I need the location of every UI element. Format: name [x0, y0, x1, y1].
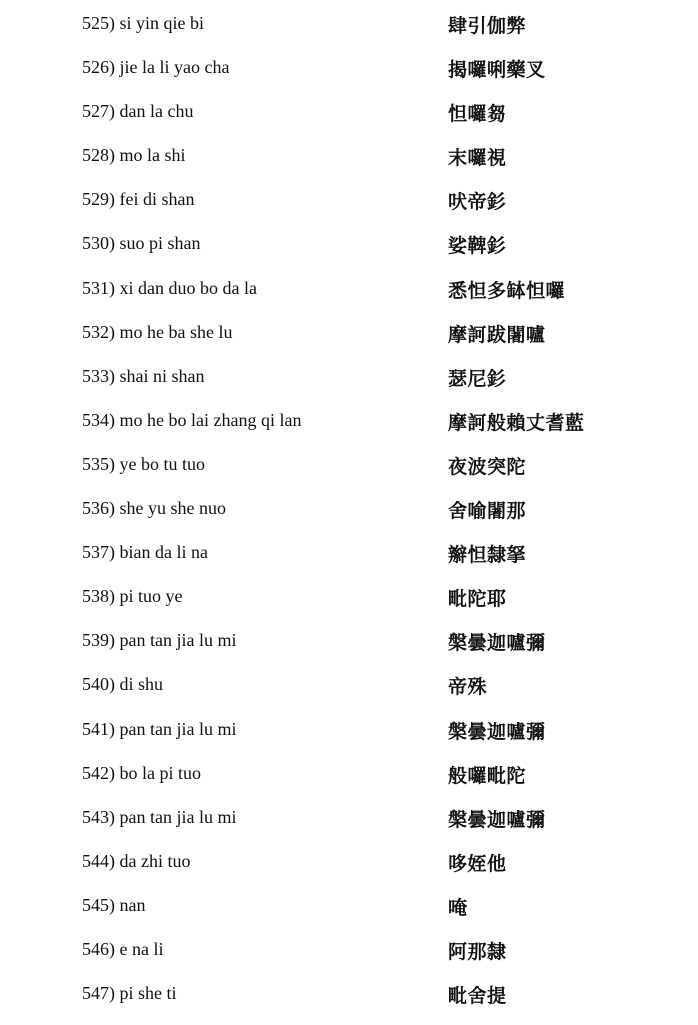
mantra-line [0, 761, 698, 805]
romanized-text: 531) xi dan duo bo da la [82, 277, 257, 298]
mantra-line [0, 408, 698, 452]
chinese-text: 娑鞞釤 [448, 235, 507, 258]
romanized-text: 538) pi tuo ye [82, 586, 183, 607]
chinese-text: 吠帝釤 [448, 191, 507, 214]
romanized-text: 543) pan tan jia lu mi [82, 806, 237, 827]
romanized-text: 526) jie la li yao cha [82, 57, 230, 78]
mantra-line [0, 99, 698, 143]
romanized-text: 532) mo he ba she lu [82, 321, 233, 342]
romanized-text: 534) mo he bo lai zhang qi lan [82, 409, 302, 430]
mantra-line [0, 628, 698, 672]
mantra-line [0, 981, 698, 1025]
chinese-text: 般囉毗陀 [448, 764, 527, 787]
chinese-text: 唵 [448, 896, 468, 919]
mantra-line [0, 187, 698, 231]
romanized-text: 530) suo pi shan [82, 233, 201, 254]
romanized-text: 535) ye bo tu tuo [82, 453, 205, 474]
chinese-text: 毗舍提 [448, 985, 507, 1008]
chinese-text: 揭囉唎藥叉 [448, 59, 546, 82]
romanized-text: 525) si yin qie bi [82, 13, 204, 33]
chinese-text: 怛囉芻 [448, 103, 507, 126]
mantra-line [0, 849, 698, 893]
mantra-line [0, 937, 698, 981]
chinese-text: 肆引伽弊 [448, 15, 527, 37]
romanized-text: 539) pan tan jia lu mi [82, 630, 237, 651]
romanized-text: 529) fei di shan [82, 189, 195, 210]
mantra-line [0, 540, 698, 584]
mantra-line [0, 584, 698, 628]
mantra-line [0, 320, 698, 364]
romanized-text: 533) shai ni shan [82, 365, 205, 386]
mantra-line [0, 364, 698, 408]
romanized-text: 545) nan [82, 894, 146, 915]
romanized-text: 547) pi she ti [82, 983, 177, 1004]
chinese-text: 末囉視 [448, 147, 507, 170]
chinese-text: 夜波突陀 [448, 455, 527, 478]
chinese-text: 槃曇迦嚧彌 [448, 632, 546, 655]
chinese-text: 瑟尼釤 [448, 367, 507, 390]
chinese-text: 槃曇迦嚧彌 [448, 808, 546, 831]
romanized-text: 527) dan la chu [82, 101, 194, 122]
mantra-line [0, 893, 698, 937]
chinese-text: 阿那隸 [448, 940, 507, 963]
mantra-line [0, 672, 698, 716]
mantra-line [0, 452, 698, 496]
chinese-text: 辮怛隸拏 [448, 544, 527, 567]
mantra-line [0, 11, 698, 55]
mantra-line-list [0, 11, 698, 1025]
chinese-text: 摩訶般賴丈耆藍 [448, 411, 585, 434]
mantra-line [0, 143, 698, 187]
mantra-line [0, 276, 698, 320]
romanized-text: 528) mo la shi [82, 145, 186, 166]
romanized-text: 537) bian da li na [82, 542, 208, 563]
romanized-text: 546) e na li [82, 938, 164, 959]
mantra-line [0, 717, 698, 761]
mantra-line [0, 55, 698, 99]
romanized-text: 544) da zhi tuo [82, 850, 191, 871]
mantra-line [0, 231, 698, 275]
chinese-text: 悉怛多缽怛囉 [448, 279, 566, 302]
chinese-text: 帝殊 [448, 676, 488, 699]
chinese-text: 毗陀耶 [448, 588, 507, 611]
romanized-text: 541) pan tan jia lu mi [82, 718, 237, 739]
mantra-line [0, 805, 698, 849]
romanized-text: 542) bo la pi tuo [82, 762, 201, 783]
romanized-text: 536) she yu she nuo [82, 498, 226, 519]
chinese-text: 舍喻闍那 [448, 500, 527, 523]
chinese-text: 槃曇迦嚧彌 [448, 720, 546, 743]
chinese-text: 哆姪他 [448, 852, 507, 875]
chinese-text: 摩訶跋闍嚧 [448, 323, 546, 346]
mantra-line [0, 496, 698, 540]
romanized-text: 540) di shu [82, 674, 163, 695]
